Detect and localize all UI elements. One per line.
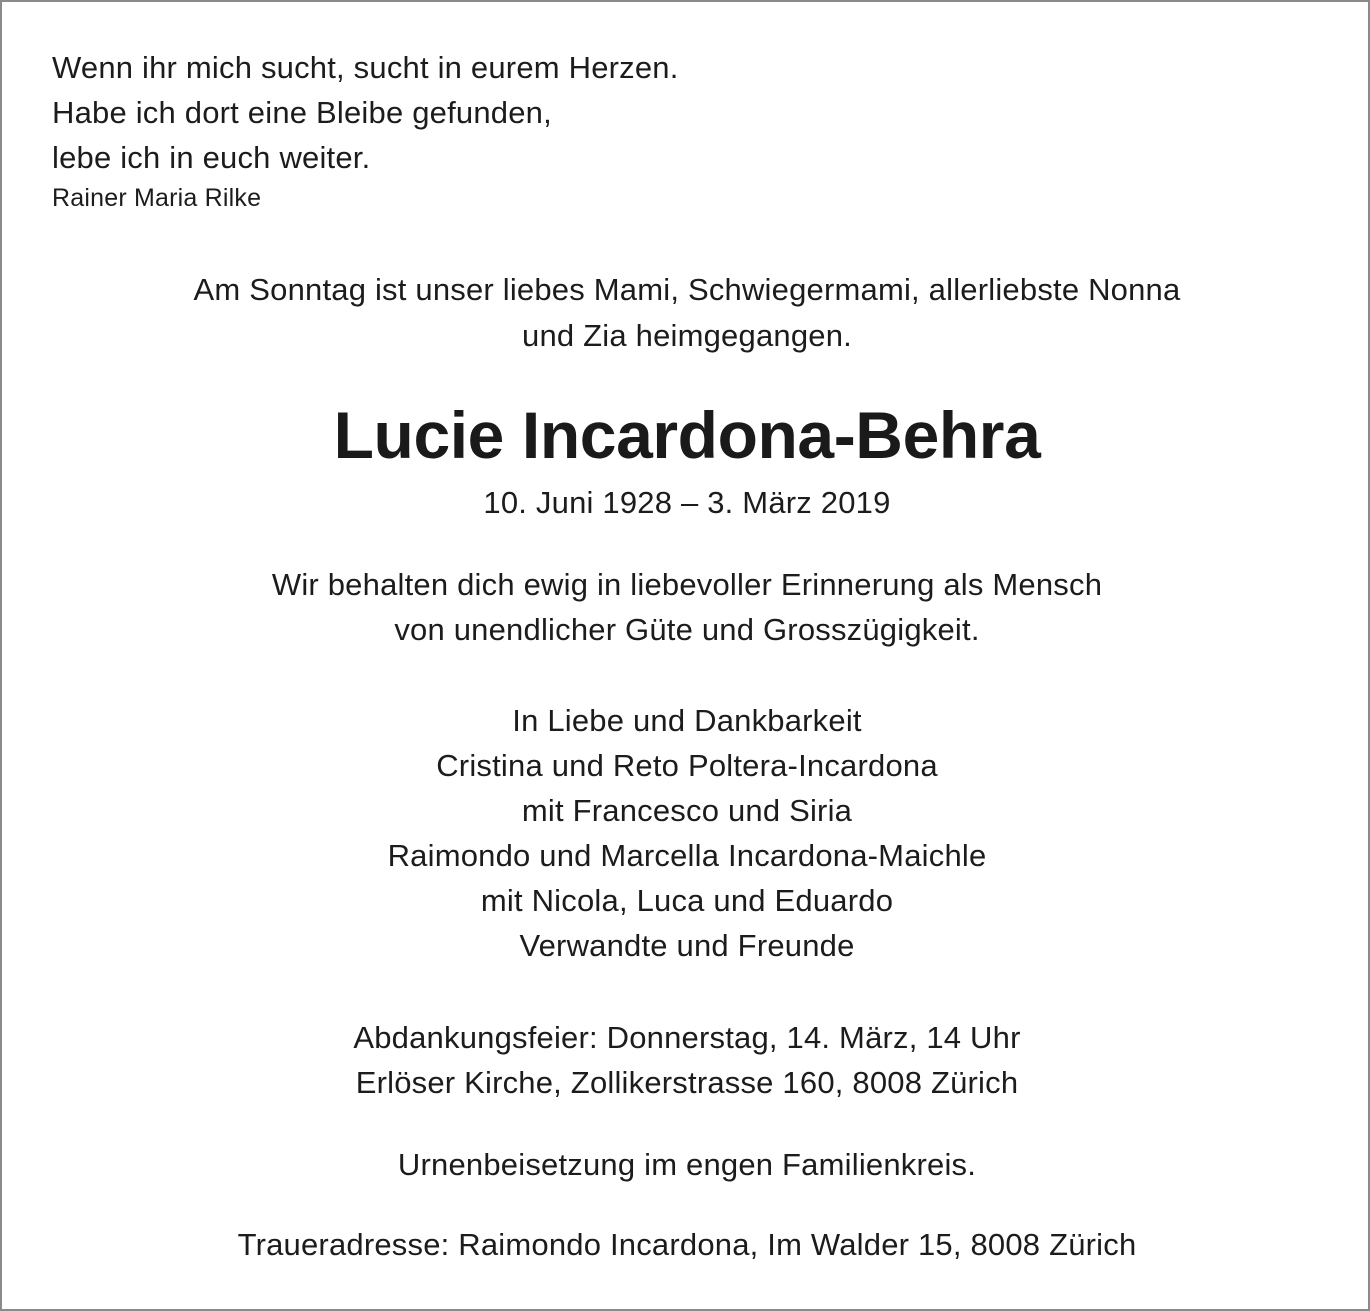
life-dates: 10. Juni 1928 – 3. März 2019 (483, 485, 891, 520)
deceased-name: Lucie Incardona-Behra (333, 398, 1041, 472)
poem-line: Wenn ihr mich sucht, sucht in eurem Herzen. (52, 50, 679, 85)
announcement-line: und Zia heimgegangen. (522, 318, 852, 353)
mourner-line: Cristina und Reto Poltera-Incardona (436, 748, 938, 783)
poem-line: lebe ich in euch weiter. (52, 140, 371, 175)
mourner-line: Verwandte und Freunde (519, 928, 855, 963)
mourner-line: mit Francesco und Siria (521, 793, 853, 828)
burial-note: Urnenbeisetzung im engen Familienkreis. (397, 1147, 977, 1182)
ceremony-line: Abdankungsfeier: Donnerstag, 14. März, 14 Uhr (353, 1020, 1021, 1055)
poem-author: Rainer Maria Rilke (52, 184, 262, 212)
mourner-line: mit Nicola, Luca und Eduardo (480, 883, 894, 918)
poem-line: Habe ich dort eine Bleibe gefunden, (52, 95, 552, 130)
announcement-line: Am Sonntag ist unser liebes Mami, Schwiegermami, allerliebste Nonna (193, 272, 1181, 307)
mourning-address: Traueradresse: Raimondo Incardona, Im Walder 15, 8008 Zürich (237, 1227, 1137, 1262)
mourner-line: Raimondo und Marcella Incardona-Maichle (387, 838, 987, 873)
remembrance-line: von unendlicher Güte und Grosszügigkeit. (394, 612, 980, 647)
mourner-line: In Liebe und Dankbarkeit (512, 703, 862, 738)
ceremony-line: Erlöser Kirche, Zollikerstrasse 160, 8008 Zürich (355, 1065, 1019, 1100)
remembrance-line: Wir behalten dich ewig in liebevoller Erinnerung als Mensch (271, 567, 1103, 602)
